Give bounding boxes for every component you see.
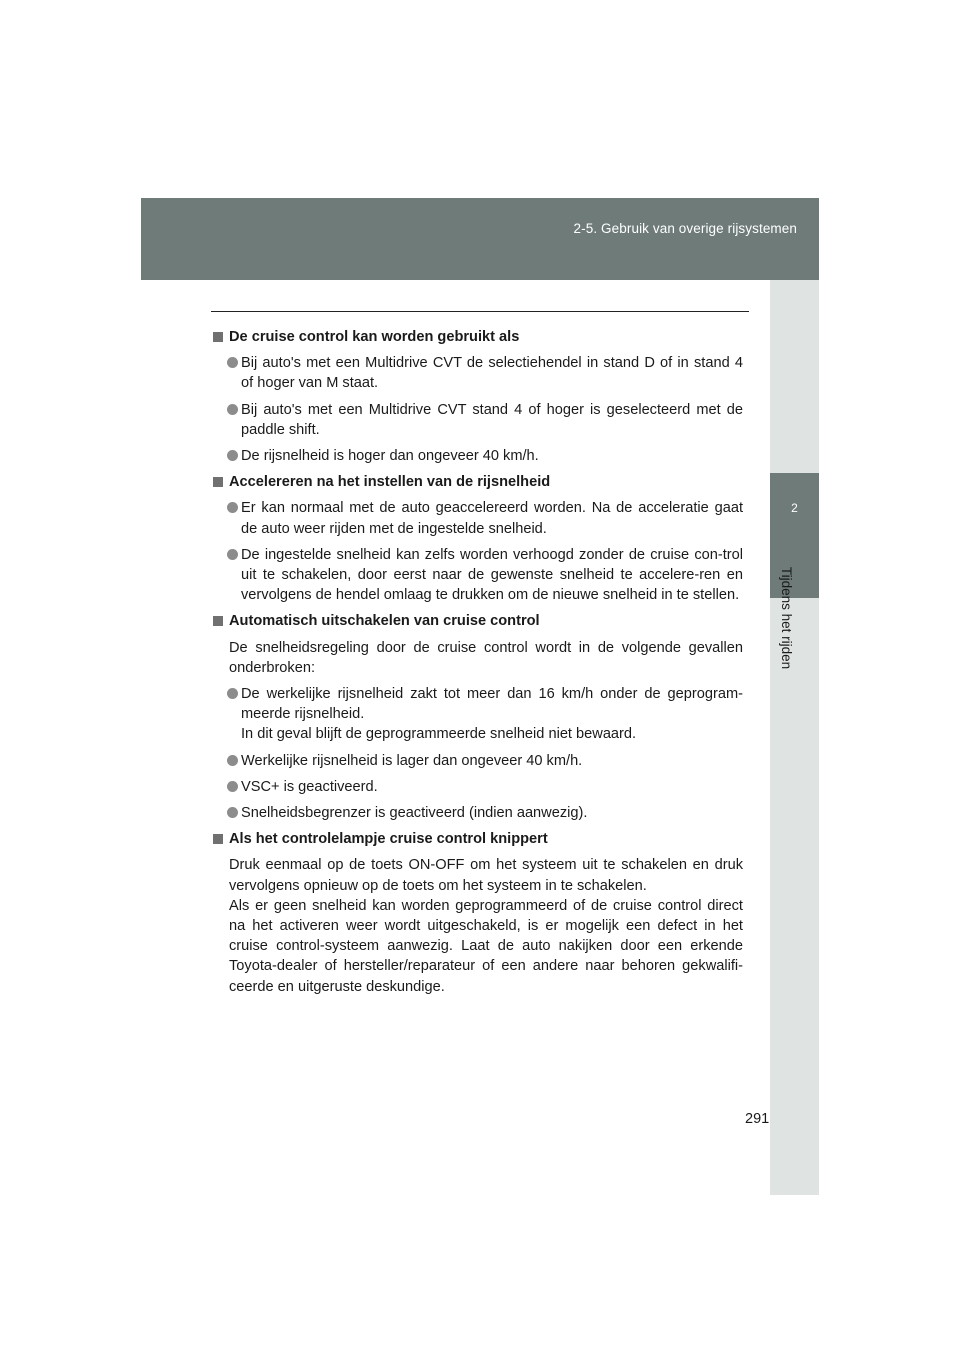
section-heading: Automatisch uitschakelen van cruise control <box>213 611 743 631</box>
section-heading: Accelereren na het instellen van de rijsnelheid <box>213 472 743 492</box>
chapter-side-strip <box>770 280 819 1195</box>
circle-bullet-icon <box>227 807 238 818</box>
page-number: 291 <box>745 1111 770 1127</box>
top-divider <box>211 311 749 312</box>
circle-bullet-icon <box>227 781 238 792</box>
paragraph: Druk eenmaal op de toets ON-OFF om het systeem uit te schakelen en druk vervolgens opnieuw op de toets om het systeem in te schakelen. Als er geen snelheid kan worden geprogrammeerd of de cruise control direct na het activeren weer wordt uitgeschakeld, is er mogelijk een defect in het cruise control-systeem aanwezig. Laat de auto nakijken door een erkende Toyota-dealer of hersteller/reparateur of een andere naar behoren gekwalifi-ceerde en uitgeruste deskundige. <box>229 857 743 995</box>
list-item: De rijsnelheid is hoger dan ongeveer 40 km/h. <box>213 446 743 466</box>
square-bullet-icon <box>213 332 223 342</box>
chapter-tab <box>770 473 819 598</box>
bullet-note: In dit geval blijft de geprogrammeerde snelheid niet bewaard. <box>241 726 637 743</box>
chapter-label: Tijdens het rijden <box>779 566 794 670</box>
circle-bullet-icon <box>227 549 238 560</box>
section-heading: De cruise control kan worden gebruikt als <box>213 327 743 347</box>
list-item: Bij auto's met een Multidrive CVT stand 4 of hoger is geselecteerd met de paddle shift. <box>213 400 743 440</box>
list-item: Werkelijke rijsnelheid is lager dan ongeveer 40 km/h. <box>213 751 743 771</box>
circle-bullet-icon <box>227 450 238 461</box>
list-item: De werkelijke rijsnelheid zakt tot meer dan 16 km/h onder de geprogram-meerde rijsnelheid. In dit geval blijft de geprogrammeerde snelheid niet bewaard. <box>213 684 743 745</box>
section-heading: Als het controlelampje cruise control knippert <box>213 829 743 849</box>
chapter-header-band <box>141 198 819 280</box>
circle-bullet-icon <box>227 688 238 699</box>
circle-bullet-icon <box>227 357 238 368</box>
list-item: Bij auto's met een Multidrive CVT de selectiehendel in stand D of in stand 4 of hoger van M staat. <box>213 353 743 393</box>
paragraph: De snelheidsregeling door de cruise control wordt in de volgende gevallen onderbroken: <box>229 639 743 676</box>
circle-bullet-icon <box>227 404 238 415</box>
section-title: 2-5. Gebruik van overige rijsystemen <box>573 221 797 236</box>
circle-bullet-icon <box>227 502 238 513</box>
page-content <box>213 327 743 1003</box>
list-item: Snelheidsbegrenzer is geactiveerd (indien aanwezig). <box>213 803 743 823</box>
list-item: Er kan normaal met de auto geaccelereerd worden. Na de acceleratie gaat de auto weer rijden met de ingestelde snelheid. <box>213 498 743 538</box>
square-bullet-icon <box>213 834 223 844</box>
square-bullet-icon <box>213 477 223 487</box>
list-item: VSC+ is geactiveerd. <box>213 777 743 797</box>
list-item: De ingestelde snelheid kan zelfs worden verhoogd zonder de cruise con-trol uit te schakelen, door eerst naar de gewenste snelheid te accelere-ren en vervolgens de hendel omlaag te drukken om de nieuwe snelheid in te stellen. <box>213 545 743 606</box>
chapter-number: 2 <box>791 501 798 515</box>
circle-bullet-icon <box>227 755 238 766</box>
square-bullet-icon <box>213 616 223 626</box>
